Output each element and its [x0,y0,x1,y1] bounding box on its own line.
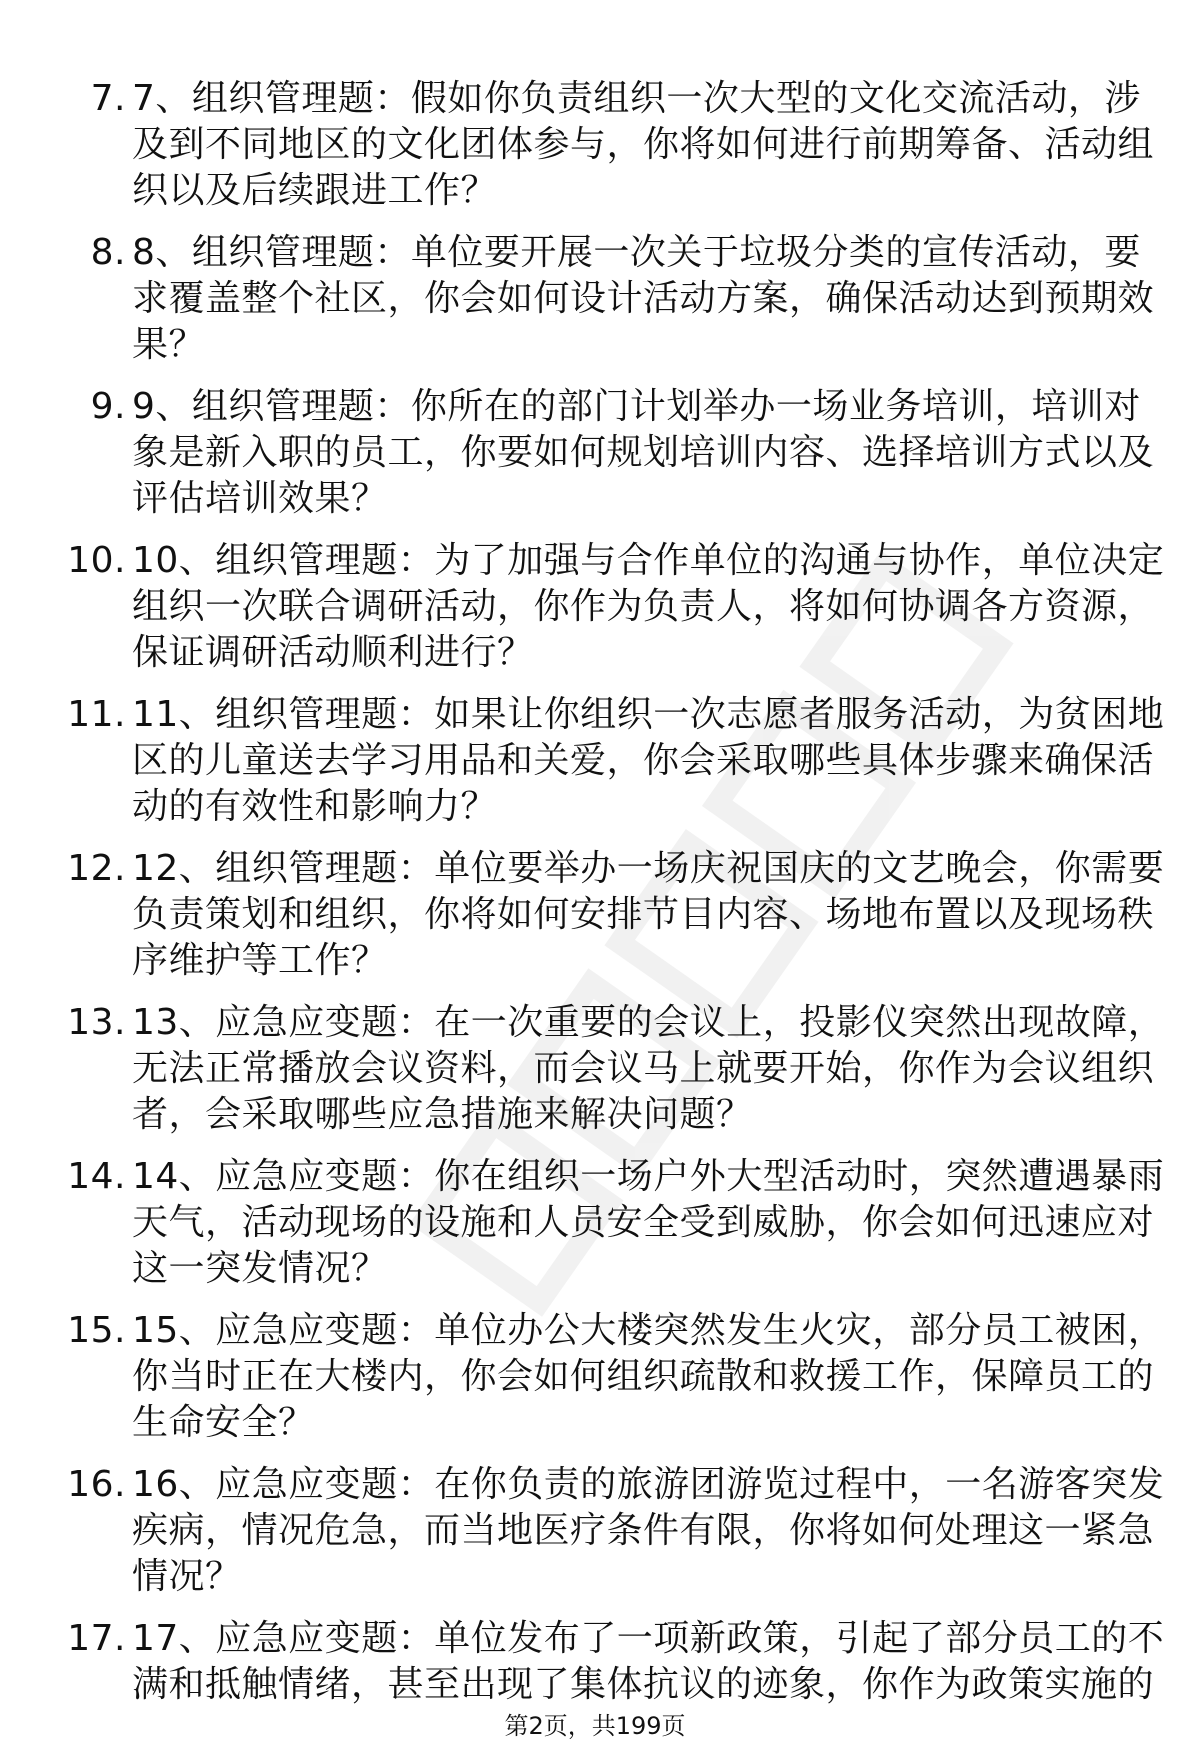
question-item [60,1462,1170,1600]
item-number: 9. [90,386,126,427]
question-item [60,230,1170,368]
item-number: 16. [67,1464,126,1505]
item-number: 17. [67,1618,126,1659]
question-list [60,76,1170,1724]
page-footer: 第2页，共199页 [504,1712,686,1740]
item-text: 16、应急应变题：在你负责的旅游团游览过程中，一名游客突发疾病，情况危急，而当地医疗条件有限，你将如何处理这一紧急情况？ [132,1464,1165,1597]
question-item [60,1308,1170,1446]
question-item [60,76,1170,214]
item-text: 9、组织管理题：你所在的部门计划举办一场业务培训，培训对象是新入职的员工，你要如何规划培训内容、选择培训方式以及评估培训效果？ [132,386,1155,519]
item-text: 7、组织管理题：假如你负责组织一次大型的文化交流活动，涉及到不同地区的文化团体参与，你将如何进行前期筹备、活动组织以及后续跟进工作？ [132,78,1155,211]
question-item [60,846,1170,984]
item-number: 14. [67,1156,126,1197]
question-item [60,692,1170,830]
question-item [60,384,1170,522]
item-number: 15. [67,1310,126,1351]
item-text: 17、应急应变题：单位发布了一项新政策，引起了部分员工的不满和抵触情绪，甚至出现了集体抗议的迹象，你作为政策实施的 [132,1618,1165,1705]
item-text: 10、组织管理题：为了加强与合作单位的沟通与协作，单位决定组织一次联合调研活动，你作为负责人，将如何协调各方资源，保证调研活动顺利进行？ [132,540,1165,673]
item-text: 8、组织管理题：单位要开展一次关于垃圾分类的宣传活动，要求覆盖整个社区，你会如何设计活动方案，确保活动达到预期效果？ [132,232,1155,365]
item-text: 14、应急应变题：你在组织一场户外大型活动时，突然遭遇暴雨天气，活动现场的设施和人员安全受到威胁，你会如何迅速应对这一突发情况？ [132,1156,1165,1289]
item-number: 10. [67,540,126,581]
item-text: 12、组织管理题：单位要举办一场庆祝国庆的文艺晚会，你需要负责策划和组织，你将如何安排节目内容、场地布置以及现场秩序维护等工作？ [132,848,1165,981]
item-number: 13. [67,1002,126,1043]
item-text: 11、组织管理题：如果让你组织一次志愿者服务活动，为贫困地区的儿童送去学习用品和关爱，你会采取哪些具体步骤来确保活动的有效性和影响力？ [132,694,1165,827]
item-number: 11. [67,694,126,735]
item-number: 7. [90,78,126,119]
item-number: 12. [67,848,126,889]
item-text: 13、应急应变题：在一次重要的会议上，投影仪突然出现故障，无法正常播放会议资料，而会议马上就要开始，你作为会议组织者，会采取哪些应急措施来解决问题？ [132,1002,1165,1135]
item-number: 8. [90,232,126,273]
question-item [60,538,1170,676]
item-text: 15、应急应变题：单位办公大楼突然发生火灾，部分员工被困，你当时正在大楼内，你会如何组织疏散和救援工作，保障员工的生命安全？ [132,1310,1165,1443]
question-item [60,1616,1170,1708]
question-item [60,1154,1170,1292]
question-item [60,1000,1170,1138]
